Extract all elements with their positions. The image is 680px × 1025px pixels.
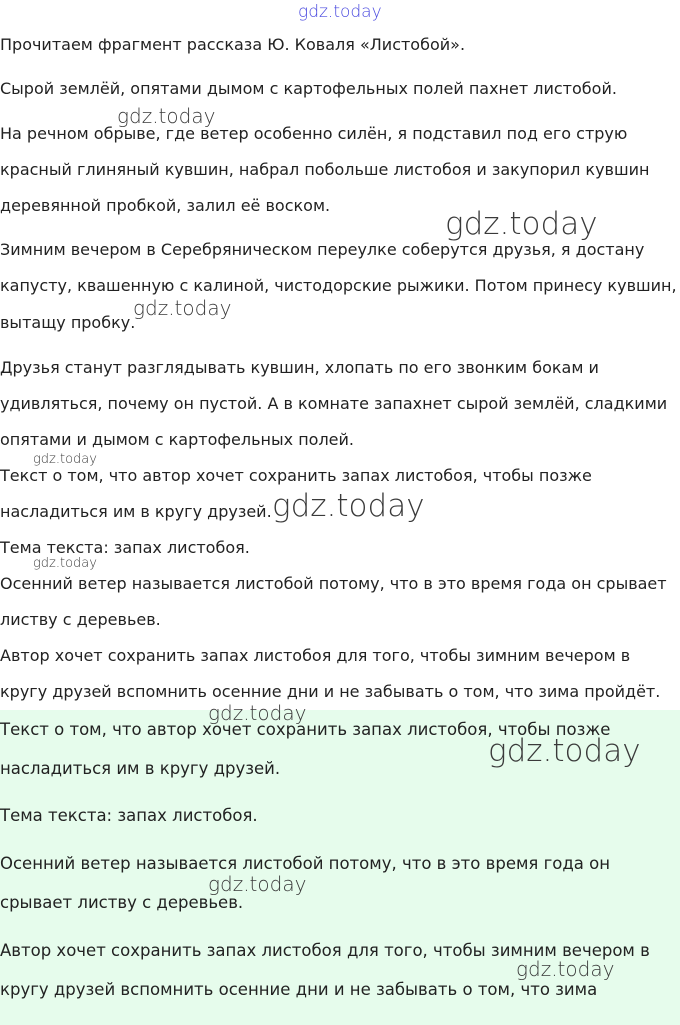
answer-goal-line: кругу друзей вспомнить осенние дни и не забывать о том, что зима пройдёт.: [0, 682, 661, 701]
story-line: Зимним вечером в Серебряническом переулке соберутся друзья, я достану: [0, 240, 645, 259]
answer-idea-line: Текст о том, что автор хочет сохранить запах листобоя, чтобы позже: [0, 466, 592, 485]
story-line: На речном обрыве, где ветер особенно силён, я подставил под его струю: [0, 124, 628, 143]
answer-why-line: листву с деревьев.: [0, 610, 161, 629]
highlighted-why-line: срывает листву с деревьев.: [0, 893, 244, 912]
watermark: gdz.today: [33, 556, 97, 571]
highlighted-topic: Тема текста: запах листобоя.: [0, 806, 258, 825]
header-watermark: gdz.today: [298, 2, 382, 22]
highlighted-goal-line: кругу друзей вспомнить осенние дни и не забывать о том, что зима: [0, 980, 598, 999]
highlighted-goal-line: Автор хочет сохранить запах листобоя для того, чтобы зимним вечером в: [0, 941, 650, 960]
watermark: gdz.today: [133, 296, 232, 320]
story-line: капусту, квашенную с калиной, чистодорские рыжики. Потом принесу кувшин,: [0, 276, 677, 295]
watermark: gdz.today: [33, 452, 97, 467]
watermark: gdz.today: [208, 701, 307, 725]
watermark: gdz.today: [488, 733, 641, 769]
answer-why-line: Осенний ветер называется листобой потому, что в это время года он срывает: [0, 574, 667, 593]
answer-idea-line: насладиться им в кругу друзей.: [0, 502, 272, 521]
story-line: опятами и дымом с картофельных полей.: [0, 430, 354, 449]
watermark: gdz.today: [272, 488, 425, 524]
watermark: gdz.today: [208, 872, 307, 896]
intro-text: Прочитаем фрагмент рассказа Ю. Коваля «Листобой».: [0, 35, 466, 54]
watermark: gdz.today: [445, 206, 598, 242]
story-line: Друзья станут разглядывать кувшин, хлопать по его звонким бокам и: [0, 358, 599, 377]
story-line: удивляться, почему он пустой. А в комнате запахнет сырой землёй, сладкими: [0, 394, 668, 413]
watermark: gdz.today: [516, 957, 615, 981]
story-paragraph-1: Сырой землёй, опятами дымом с картофельных полей пахнет листобой.: [0, 79, 617, 98]
highlighted-idea-line: насладиться им в кругу друзей.: [0, 759, 281, 778]
answer-goal-line: Автор хочет сохранить запах листобоя для того, чтобы зимним вечером в: [0, 646, 631, 665]
story-line: вытащу пробку.: [0, 313, 136, 332]
story-line: красный глиняный кувшин, набрал побольше листобоя и закупорил кувшин: [0, 160, 650, 179]
watermark: gdz.today: [117, 104, 216, 128]
answer-topic: Тема текста: запах листобоя.: [0, 538, 250, 557]
highlighted-why-line: Осенний ветер называется листобой потому, что в это время года он: [0, 854, 611, 873]
story-line: деревянной пробкой, залил её воском.: [0, 196, 331, 215]
highlighted-idea-line: Текст о том, что автор хочет сохранить запах листобоя, чтобы позже: [0, 720, 611, 739]
